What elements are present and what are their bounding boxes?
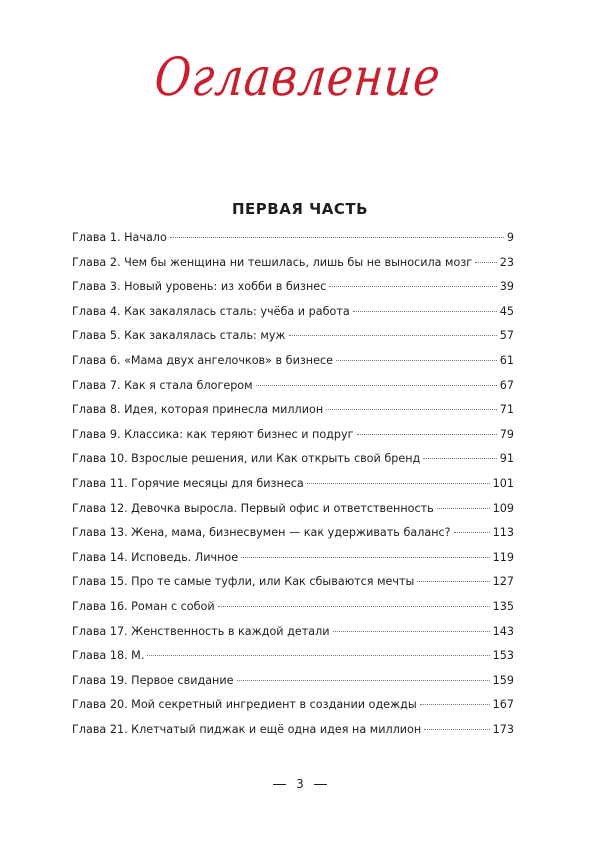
toc-entry-title: Глава 4. Как закалялась сталь: учёба и работа — [72, 304, 350, 318]
toc-entry[interactable] — [72, 278, 514, 303]
toc-entry-title: Глава 17. Женственность в каждой детали — [72, 624, 330, 638]
toc-entry-title: Глава 21. Клетчатый пиджак и ещё одна идея на миллион — [72, 722, 422, 736]
dot-leader — [329, 286, 496, 287]
dot-leader — [333, 631, 490, 632]
toc-entry-page: 173 — [492, 722, 514, 736]
toc-entry-title: Глава 3. Новый уровень: из хобби в бизнес — [72, 280, 327, 294]
toc-entry-page: 109 — [492, 501, 514, 515]
toc-entry-page: 119 — [492, 550, 514, 564]
dot-leader — [170, 237, 504, 238]
dot-leader — [147, 655, 489, 656]
toc-entry-page: 39 — [499, 280, 514, 294]
toc-entry-title: Глава 20. Мой секретный ингредиент в создании одежды — [72, 698, 417, 712]
page-title: Оглавление — [152, 47, 444, 109]
toc-entry[interactable] — [72, 696, 514, 721]
toc-entry-page: 67 — [499, 378, 514, 392]
toc-entry-page: 135 — [492, 599, 514, 613]
dot-leader — [241, 557, 490, 558]
page-number — [0, 776, 600, 792]
toc-entry[interactable] — [72, 623, 514, 648]
dot-leader — [307, 483, 490, 484]
toc-entry-page: 91 — [499, 452, 514, 466]
toc-entry[interactable] — [72, 327, 514, 352]
toc-entry-title: Глава 5. Как закалялась сталь: муж — [72, 329, 286, 343]
toc-entry-title: Глава 8. Идея, которая принесла миллион — [72, 403, 324, 417]
toc-entry-title: Глава 10. Взрослые решения, или Как открыть свой бренд — [72, 452, 421, 466]
dot-leader — [423, 458, 496, 459]
toc-entry-page: 71 — [499, 403, 514, 417]
dot-leader — [417, 581, 489, 582]
toc-entry[interactable] — [72, 303, 514, 328]
toc-entry[interactable] — [72, 647, 514, 672]
part-heading: ПЕРВАЯ ЧАСТЬ — [231, 200, 368, 218]
toc-entry[interactable] — [72, 549, 514, 574]
toc-entry[interactable] — [72, 352, 514, 377]
toc-entry[interactable] — [72, 229, 514, 254]
toc-entry-title: Глава 1. Начало — [72, 231, 167, 244]
toc-entry[interactable] — [72, 721, 514, 746]
toc-entry-page: 23 — [499, 255, 514, 269]
toc-entry[interactable] — [72, 450, 514, 475]
toc-entry-page: 167 — [492, 698, 514, 712]
toc-entry-title: Глава 16. Роман с собой — [72, 599, 215, 613]
folio-dash-left — [273, 784, 286, 785]
toc-entry-page: 101 — [492, 476, 514, 490]
toc-entry-page: 57 — [499, 329, 514, 343]
dot-leader — [454, 532, 490, 533]
toc-entry-title: Глава 14. Исповедь. Личное — [72, 550, 239, 564]
toc-entry-title: Глава 7. Как я стала блогером — [72, 378, 253, 392]
toc-entry-title: Глава 2. Чем бы женщина ни тешилась, лишь бы не выносила мозг — [72, 255, 473, 269]
dot-leader — [420, 704, 490, 705]
toc-entry-title: Глава 15. Про те самые туфли, или Как сбываются мечты — [72, 575, 415, 589]
dot-leader — [289, 335, 497, 336]
toc-entry-page: 159 — [492, 673, 514, 687]
toc-entry-page: 143 — [492, 624, 514, 638]
toc-entry-title: Глава 6. «Мама двух ангелочков» в бизнесе — [72, 353, 334, 367]
toc-entry[interactable] — [72, 672, 514, 697]
toc-entry-page: 45 — [499, 304, 514, 318]
dot-leader — [336, 360, 497, 361]
dot-leader — [256, 385, 497, 386]
toc-entry[interactable] — [72, 475, 514, 500]
dot-leader — [357, 434, 497, 435]
toc-entry-page: 153 — [492, 649, 514, 663]
dot-leader — [326, 409, 497, 410]
toc-entry[interactable] — [72, 377, 514, 402]
toc-entry-title: Глава 18. М. — [72, 649, 145, 663]
toc-entry[interactable] — [72, 401, 514, 426]
dot-leader — [237, 680, 490, 681]
table-of-contents — [72, 229, 514, 745]
toc-entry-page: 127 — [492, 575, 514, 589]
page-number-value: 3 — [296, 777, 304, 791]
toc-entry[interactable] — [72, 254, 514, 279]
toc-entry[interactable] — [72, 426, 514, 451]
toc-entry-page: 61 — [499, 353, 514, 367]
toc-entry-title: Глава 13. Жена, мама, бизнесвумен — как удерживать баланс? — [72, 526, 451, 540]
toc-entry-title: Глава 12. Девочка выросла. Первый офис и ответственность — [72, 501, 434, 515]
toc-entry-page: 9 — [506, 231, 514, 244]
toc-entry-title: Глава 11. Горячие месяцы для бизнеса — [72, 476, 304, 490]
dot-leader — [424, 729, 489, 730]
dot-leader — [353, 311, 497, 312]
toc-entry-page: 113 — [492, 526, 514, 540]
dot-leader — [475, 262, 497, 263]
dot-leader — [218, 606, 490, 607]
toc-entry[interactable] — [72, 598, 514, 623]
folio-dash-right — [314, 784, 327, 785]
toc-entry-page: 79 — [499, 427, 514, 441]
toc-entry[interactable] — [72, 573, 514, 598]
toc-entry[interactable] — [72, 500, 514, 525]
dot-leader — [437, 508, 490, 509]
toc-entry-title: Глава 9. Классика: как теряют бизнес и подруг — [72, 427, 354, 441]
toc-entry-title: Глава 19. Первое свидание — [72, 673, 234, 687]
toc-entry[interactable] — [72, 524, 514, 549]
